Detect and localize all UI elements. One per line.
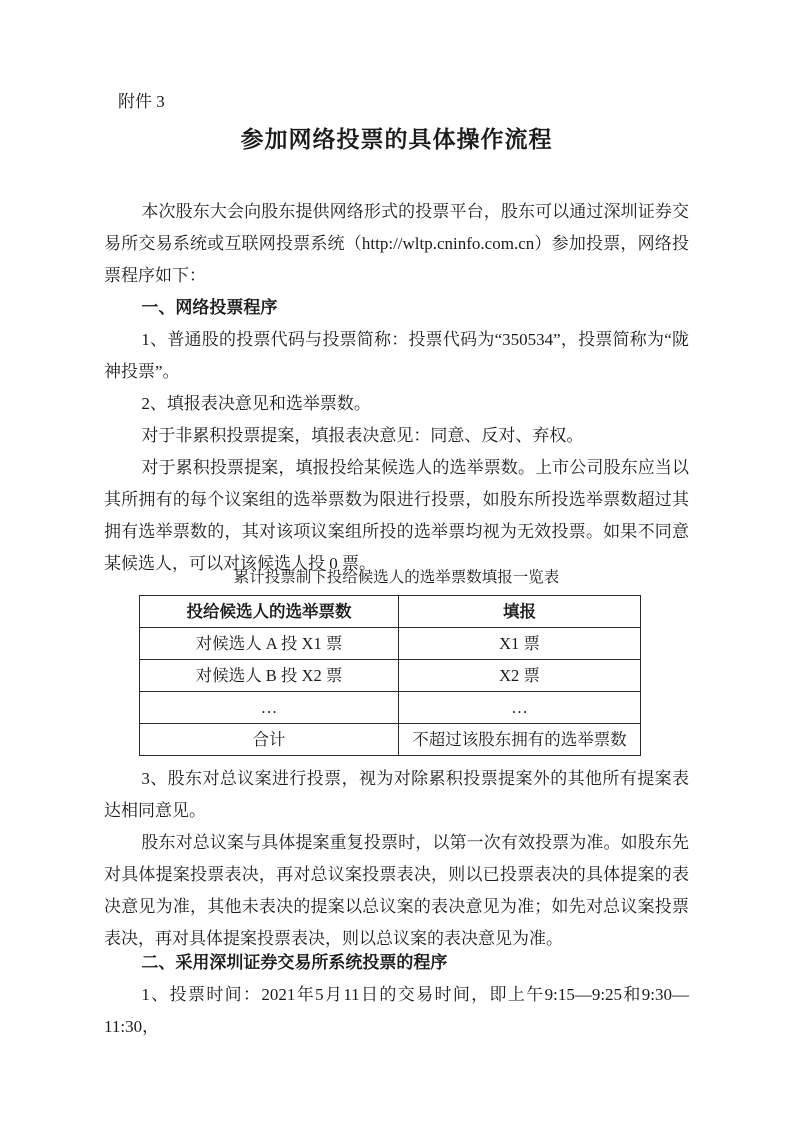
paragraph-general-proposal: 3、股东对总议案进行投票，视为对除累积投票提案外的其他所有提案表达相同意见。 [104,769,689,820]
attachment-label: 附件 3 [118,92,165,111]
table-cell-total-rule: 不超过该股东拥有的选举票数 [399,724,641,756]
heading-section-2: 二、采用深圳证券交易所系统投票的程序 [141,953,448,972]
table-row [140,692,641,724]
table-cell-x1: X1 票 [399,628,641,660]
table-header-votes: 投给候选人的选举票数 [140,596,399,628]
paragraph-vote-time: 1、投票时间：2021年5月11日的交易时间，即上午9:15—9:25和9:30—11:30， [104,985,689,1036]
paragraph-vote-code: 1、普通股的投票代码与投票简称：投票代码为“350534”，投票简称为“陇神投票”。 [104,330,689,381]
paragraph-repeat-vote: 股东对总议案与具体提案重复投票时，以第一次有效投票为准。如股东先对具体提案投票表决，再对总议案投票表决，则以已投票表决的具体提案的表决意见为准，其他未表决的提案以总议案的表决意见为准；如先对总议案投票表决，再对具体提案投票表决，则以总议案的表决意见为准。 [104,833,689,948]
table-title: 累计投票制下投给候选人的选举票数填报一览表 [233,569,560,586]
cumulative-vote-table [139,595,641,756]
table-cell-ellipsis-left: … [140,692,399,724]
paragraph-noncumulative: 对于非累积投票提案，填报表决意见：同意、反对、弃权。 [141,426,584,445]
table-cell-ellipsis-right: … [399,692,641,724]
table-cell-x2: X2 票 [399,660,641,692]
paragraph-intro: 本次股东大会向股东提供网络形式的投票平台，股东可以通过深圳证券交易所交易系统或互联网投票系统（http://wltp.cninfo.com.cn）参加投票，网络投票程序如下： [104,202,689,285]
table-row [140,628,641,660]
page-title: 参加网络投票的具体操作流程 [240,127,553,152]
table-cell-candidate-b: 对候选人 B 投 X2 票 [140,660,399,692]
table-row [140,660,641,692]
document-body [0,196,793,1043]
table-header-row [140,596,641,628]
table-row [140,724,641,756]
heading-section-1: 一、网络投票程序 [141,298,278,317]
table-header-fill: 填报 [399,596,641,628]
paragraph-cumulative: 对于累积投票提案，填报投给某候选人的选举票数。上市公司股东应当以其所拥有的每个议案组的选举票数为限进行投票，如股东所投选举票数超过其拥有选举票数的，其对该项议案组所投的选举票均视为无效投票。如果不同意某候选人，可以对该候选人投 0 票。 [104,458,689,573]
paragraph-fill-in: 2、填报表决意见和选举票数。 [141,394,371,413]
table-cell-total-label: 合计 [140,724,399,756]
table-cell-candidate-a: 对候选人 A 投 X1 票 [140,628,399,660]
